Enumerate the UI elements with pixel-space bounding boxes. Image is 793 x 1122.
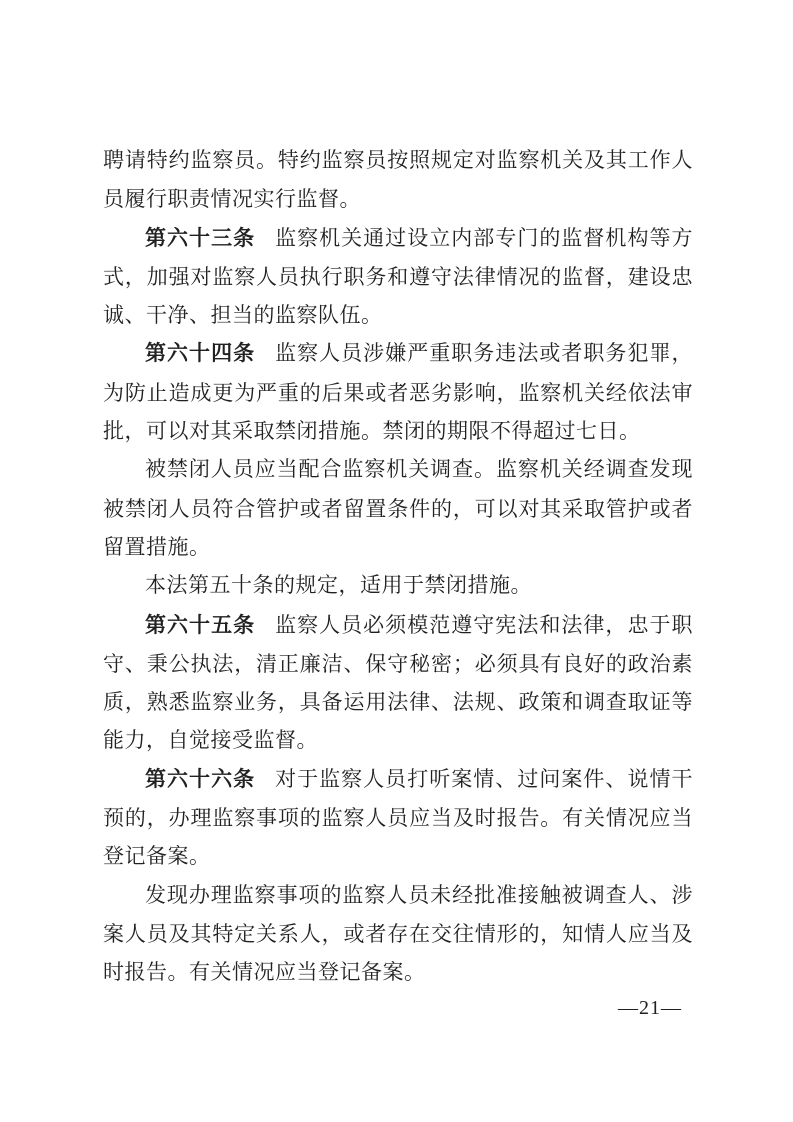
- paragraph-text: 本法第五十条的规定，适用于禁闭措施。: [145, 573, 532, 598]
- paragraph-text: 监察人员涉嫌严重职务违法或者职务犯罪，为防止造成更为严重的后果或者恶劣影响，监察机关经依法审批，可以对其采取禁闭措施。禁闭的期限不得超过七日。: [103, 341, 694, 444]
- paragraph: [103, 334, 693, 450]
- page-number: —21—: [618, 997, 682, 1019]
- paragraph: [103, 450, 693, 566]
- paragraph: [103, 219, 693, 335]
- article-number: 第六十四条: [145, 342, 256, 366]
- paragraph-text: 被禁闭人员应当配合监察机关调查。监察机关经调查发现被禁闭人员符合管护或者留置条件的，可以对其采取管护或者留置措施。: [103, 457, 693, 559]
- paragraph: [103, 606, 693, 760]
- paragraph: [103, 566, 693, 605]
- paragraph: [103, 760, 693, 876]
- paragraph-text: 对于监察人员打听案情、过问案件、说情干预的，办理监察事项的监察人员应当及时报告。有关情况应当登记备案。: [103, 766, 694, 869]
- paragraph-text: 发现办理监察事项的监察人员未经批准接触被调查人、涉案人员及其特定关系人，或者存在交往情形的，知情人应当及时报告。有关情况应当登记备案。: [103, 882, 693, 985]
- paragraph-text: 监察人员必须模范遵守宪法和法律，忠于职守、秉公执法，清正廉洁、保守秘密；必须具有良好的政治素质，熟悉监察业务，具备运用法律、法规、政策和调查取证等能力，自觉接受监督。: [103, 612, 694, 753]
- article-number: 第六十五条: [145, 613, 256, 637]
- article-number: 第六十三条: [145, 226, 256, 250]
- article-number: 第六十六条: [145, 767, 256, 791]
- document-body: [103, 141, 693, 992]
- paragraph-text: 聘请特约监察员。特约监察员按照规定对监察机关及其工作人员履行职责情况实行监督。: [103, 148, 693, 212]
- paragraph: [103, 876, 693, 992]
- paragraph: [103, 141, 693, 219]
- paragraph-text: 监察机关通过设立内部专门的监督机构等方式，加强对监察人员执行职务和遵守法律情况的监督，建设忠诚、干净、担当的监察队伍。: [103, 225, 694, 328]
